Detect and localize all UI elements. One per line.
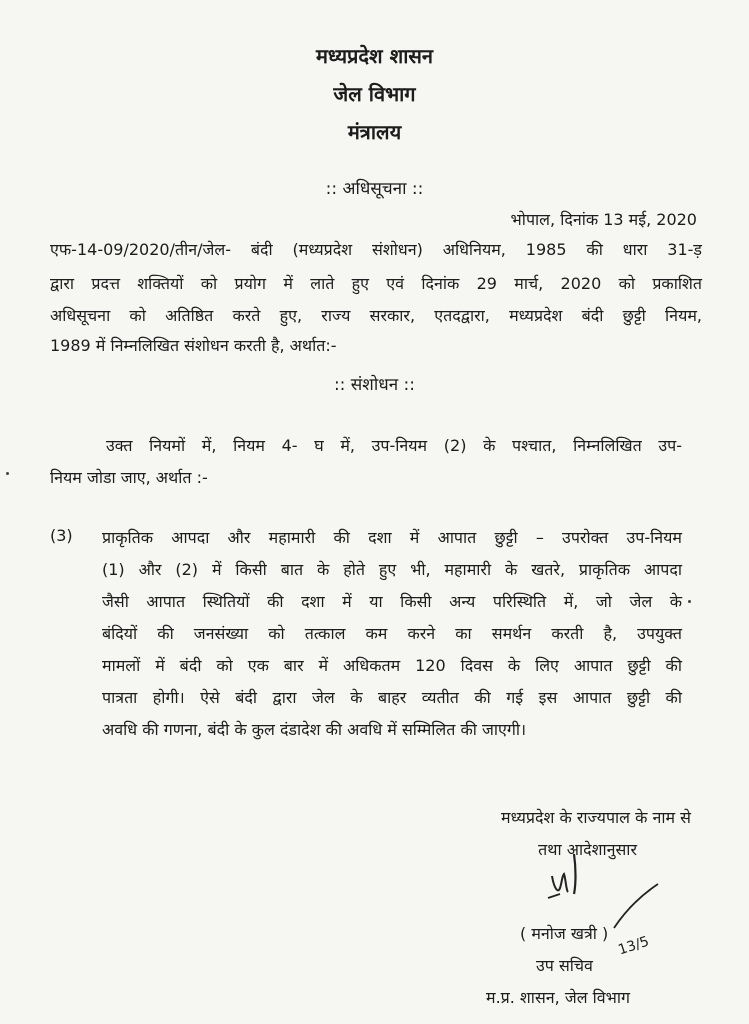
amend-intro-line-1: उक्त नियमों में, नियम 4- घ में, उप-नियम (2) के पश्चात, निम्नलिखित उप-: [106, 436, 682, 455]
clause-line-7: अवधि की गणना, बंदी के कुल दंडादेश की अवधि में सम्मिलित की जाएगी।: [102, 720, 527, 739]
signatory-office: म.प्र. शासन, जेल विभाग: [486, 988, 631, 1007]
clause-number: (3): [50, 526, 73, 545]
clause-line-6: पात्रता होगी। ऐसे बंदी द्वारा जेल के बाहर व्यतीत की गई इस आपात छुट्टी की: [102, 688, 682, 707]
scan-speck: [6, 472, 9, 475]
notification-title: :: अधिसूचना ::: [325, 179, 424, 199]
place-date: भोपाल, दिनांक 13 मई, 2020: [510, 210, 697, 229]
authority-line-1: मध्यप्रदेश के राज्यपाल के नाम से: [501, 808, 691, 827]
intro-line-3: अधिसूचना को अतिष्ठित करते हुए, राज्य सरकार, एतदद्वारा, मध्यप्रदेश बंदी छुट्टी नियम,: [50, 306, 702, 325]
signature-date: 13/5: [616, 933, 652, 959]
intro-line-1: एफ-14-09/2020/तीन/जेल- बंदी (मध्यप्रदेश संशोधन) अधिनियम, 1985 की धारा 31-ड़: [50, 240, 702, 259]
signatory-name: ( मनोज खत्री ): [520, 924, 609, 943]
amendment-title: :: संशोधन ::: [333, 375, 416, 395]
clause-line-2: (1) और (2) में किसी बात के होते हुए भी, महामारी के खतरे, प्राकृतिक आपदा: [102, 560, 682, 579]
clause-line-3: जैसी आपात स्थितियों की दशा में या किसी अन्य परिस्थिति में, जो जेल के: [102, 592, 682, 611]
clause-line-4: बंदियों की जनसंख्या को तत्काल कम करने का समर्थन करती है, उपयुक्त: [102, 624, 682, 643]
amend-intro-line-2: नियम जोडा जाए, अर्थात :-: [50, 468, 208, 487]
clause-line-1: प्राकृतिक आपदा और महामारी की दशा में आपात छुट्टी – उपरोक्त उप-नियम: [102, 528, 682, 547]
signatory-designation: उप सचिव: [536, 956, 593, 975]
authority-line-2: तथा आदेशानुसार: [538, 840, 637, 859]
header-ministry: मंत्रालय: [347, 120, 402, 144]
intro-line-4: 1989 में निम्नलिखित संशोधन करती है, अर्थात:-: [50, 336, 337, 355]
intro-line-2: द्वारा प्रदत्त शक्तियों को प्रयोग में लाते हुए एवं दिनांक 29 मार्च, 2020 को प्रकाशित: [50, 274, 702, 293]
header-govt: मध्यप्रदेश शासन: [315, 44, 434, 68]
header-department: जेल विभाग: [333, 82, 416, 106]
scan-speck: [688, 600, 691, 603]
clause-line-5: मामलों में बंदी को एक बार में अधिकतम 120 दिवस के लिए आपात छुट्टी की: [102, 656, 682, 675]
